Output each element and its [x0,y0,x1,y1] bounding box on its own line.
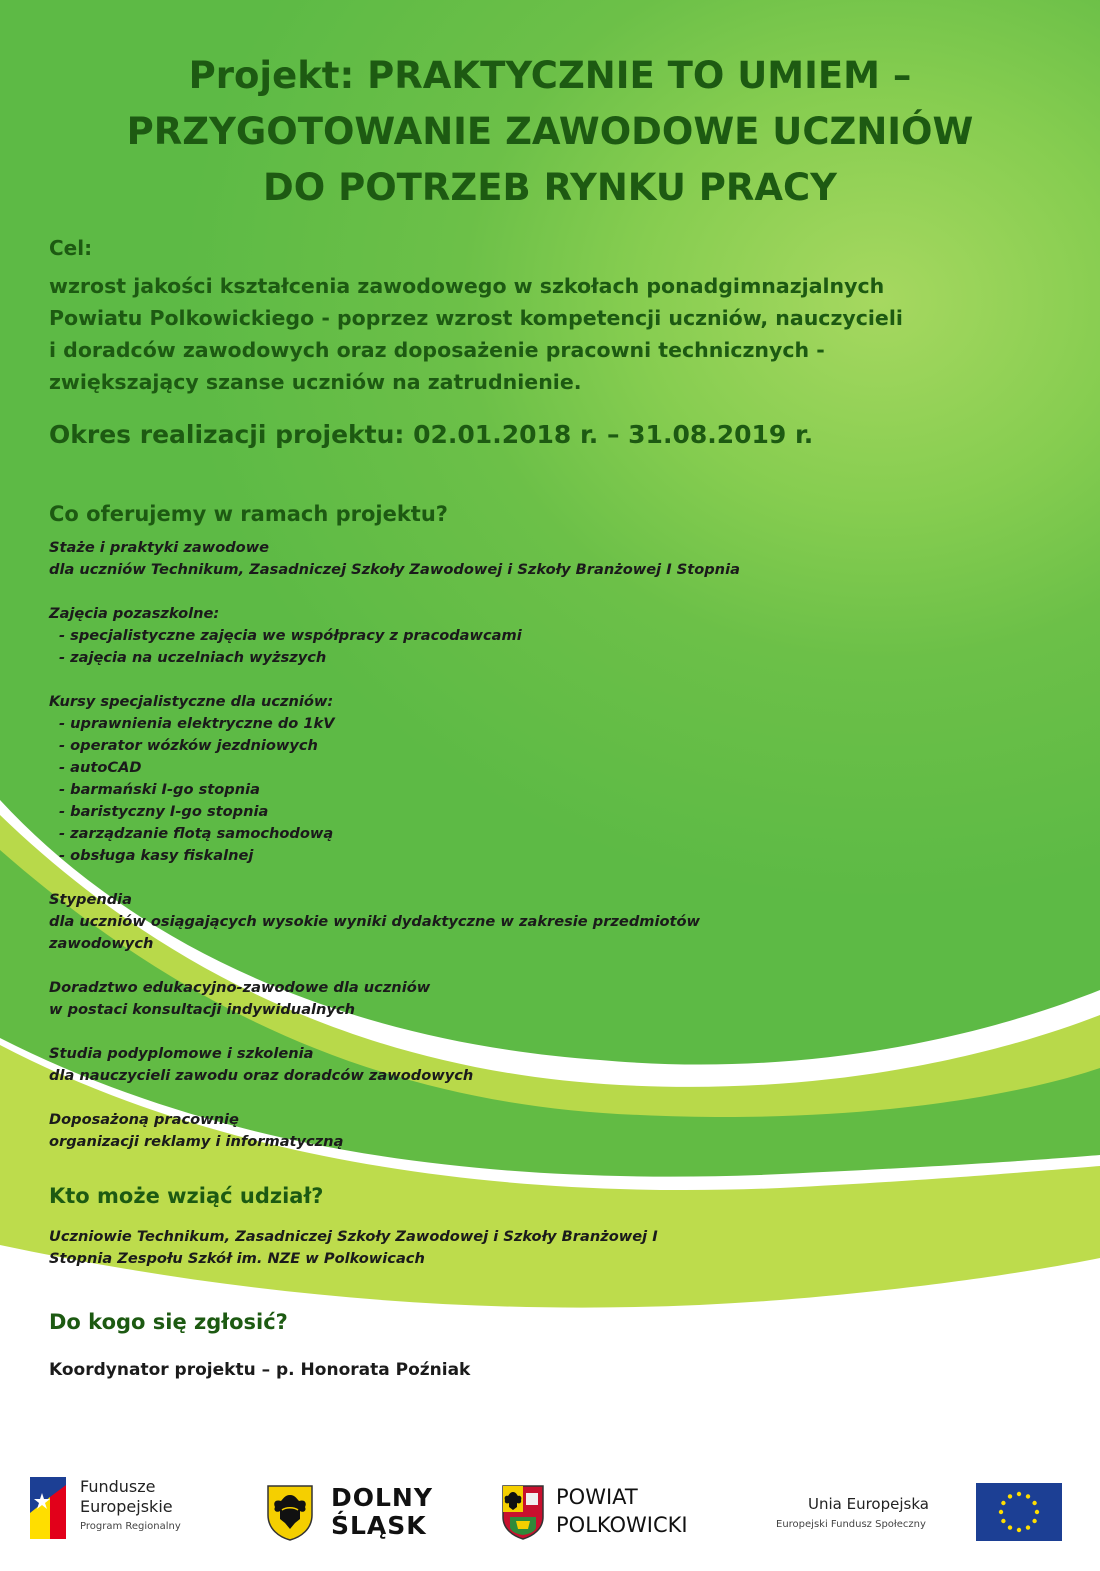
goal-line: i doradców zawodowych oraz doposażenie pracowni technicznych - [49,338,825,362]
offer-item: - uprawnienia elektryczne do 1kV [59,715,335,732]
offer-item: - operator wózków jezdniowych [59,737,318,754]
offer-block-extracurricular [49,603,849,669]
project-period: Okres realizacji projektu: 02.01.2018 r. – 31.08.2019 r. [49,420,814,449]
offer-item: - zarządzanie flotą samochodową [59,825,334,842]
offer-line: organizacji reklamy i informatyczną [49,1133,344,1150]
goal-line: zwiększający szanse uczniów na zatrudnienie. [49,370,582,394]
offer-item: - baristyczny I-go stopnia [59,803,269,820]
goal-text [49,270,1059,398]
pp-line-1: POWIAT [556,1485,638,1509]
offer-title: Kursy specjalistyczne dla uczniów: [49,693,334,710]
title-line-1: Projekt: PRAKTYCZNIE TO UMIEM – [188,54,912,97]
offer-title: Doposażoną pracownię [49,1111,239,1128]
offer-line: dla nauczycieli zawodu oraz doradców zawodowych [49,1067,474,1084]
ds-line-1: DOLNY [331,1483,433,1512]
offer-block-scholarships [49,889,849,955]
ds-eagle-shield-icon [265,1483,315,1541]
offer-title: Doradztwo edukacyjno-zawodowe dla uczniów [49,979,431,996]
logo-dolny-slask [265,1483,455,1543]
fe-line-1: Fundusze [80,1477,156,1496]
eu-flag-icon [976,1483,1062,1541]
offer-item: - zajęcia na uczelniach wyższych [59,649,327,666]
offer-title: Stypendia [49,891,133,908]
offer-line: w postaci konsultacji indywidualnych [49,1001,355,1018]
offer-title: Studia podyplomowe i szkolenia [49,1045,314,1062]
who-heading: Kto może wziąć udział? [49,1184,324,1208]
contact-heading: Do kogo się zgłosić? [49,1310,288,1334]
ue-line-2: Europejski Fundusz Społeczny [776,1519,926,1530]
who-line: Uczniowie Technikum, Zasadniczej Szkoły Zawodowej i Szkoły Branżowej I [49,1228,658,1245]
offer-line: dla uczniów osiągających wysokie wyniki dydaktyczne w zakresie przedmiotów [49,913,700,930]
offer-block-equipment [49,1109,849,1153]
offer-block-internships [49,537,849,581]
logo-fundusze-europejskie [28,1473,248,1543]
offer-block-postgraduate [49,1043,849,1087]
offer-item: - autoCAD [59,759,142,776]
goal-line: wzrost jakości kształcenia zawodowego w szkołach ponadgimnazjalnych [49,274,885,298]
offer-line: dla uczniów Technikum, Zasadniczej Szkoły Zawodowej i Szkoły Branżowej I Stopnia [49,561,740,578]
ue-line-1: Unia Europejska [808,1495,929,1513]
title-line-3: DO POTRZEB RYNKU PRACY [263,166,837,209]
pp-coat-of-arms-icon [500,1483,546,1541]
title-line-2: PRZYGOTOWANIE ZAWODOWE UCZNIÓW [126,110,974,153]
offer-block-courses [49,691,849,867]
offer-list [49,537,849,1175]
goal-line: Powiatu Polkowickiego - poprzez wzrost kompetencji uczniów, nauczycieli [49,306,903,330]
offer-item: - barmański I-go stopnia [59,781,260,798]
logo-unia-europejska [776,1483,1076,1543]
offer-heading: Co oferujemy w ramach projektu? [49,502,448,526]
offer-item: - obsługa kasy fiskalnej [59,847,254,864]
logo-powiat-polkowicki [500,1483,740,1543]
contact-text: Koordynator projektu – p. Honorata Poźniak [49,1360,471,1380]
offer-title: Staże i praktyki zawodowe [49,539,270,556]
offer-line: zawodowych [49,935,154,952]
pp-line-2: POLKOWICKI [556,1513,688,1537]
fe-flag-icon [28,1473,68,1543]
offer-block-counseling [49,977,849,1021]
who-line: Stopnia Zespołu Szkół im. NZE w Polkowicach [49,1250,425,1267]
fe-line-2: Europejskie [80,1497,173,1516]
offer-item: - specjalistyczne zajęcia we współpracy z pracodawcami [59,627,522,644]
goal-label: Cel: [49,236,93,260]
who-text [49,1226,849,1270]
fe-line-3: Program Regionalny [80,1521,181,1532]
offer-title: Zajęcia pozaszkolne: [49,605,220,622]
ds-line-2: ŚLĄSK [331,1511,427,1540]
